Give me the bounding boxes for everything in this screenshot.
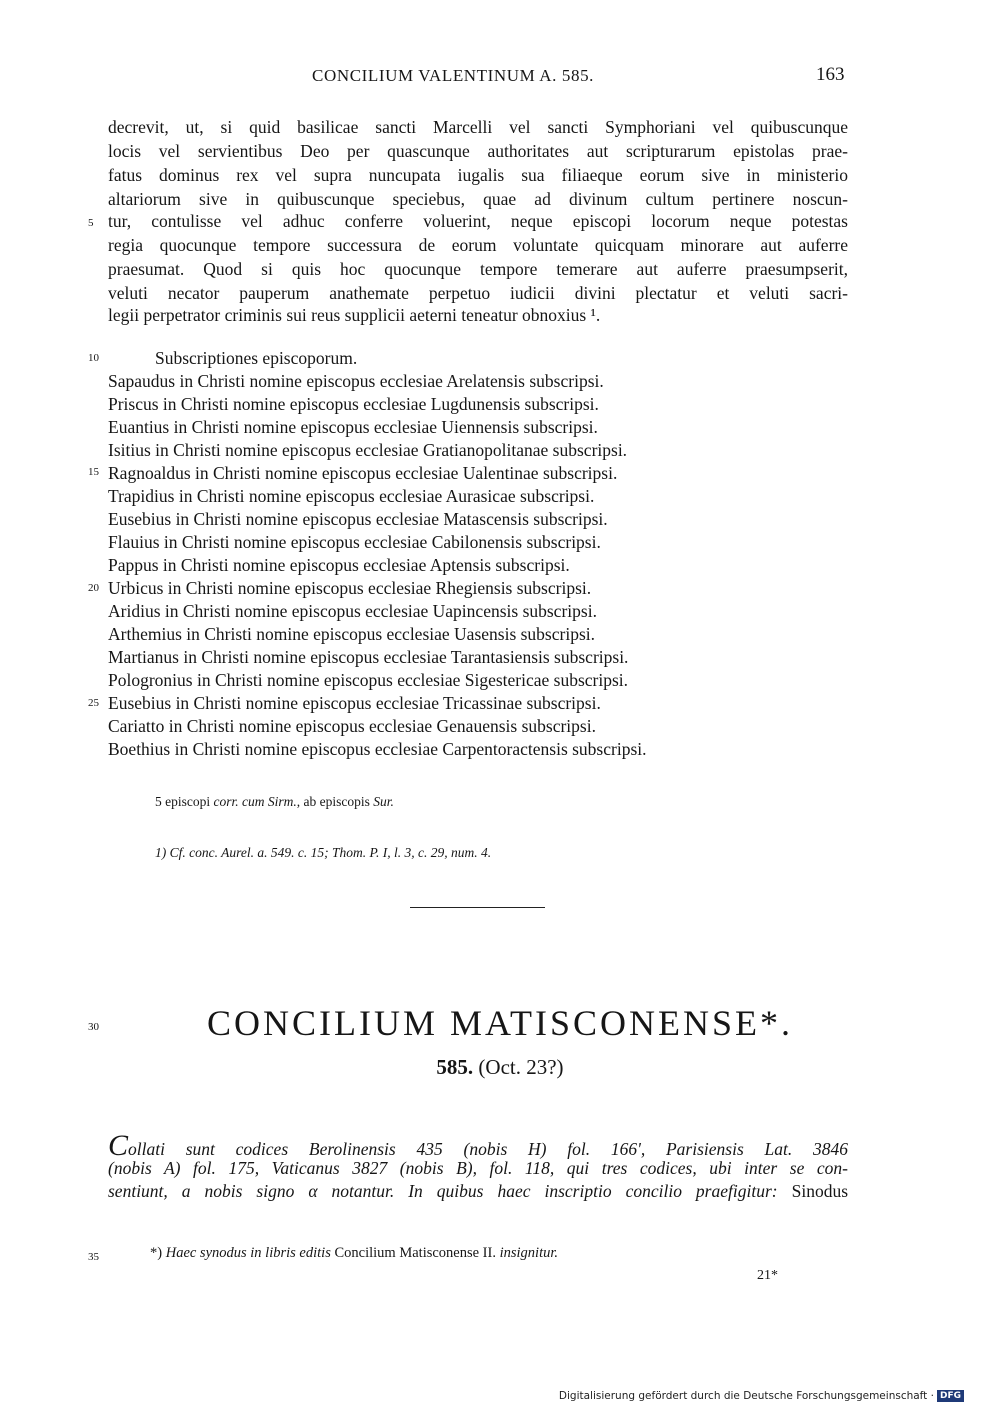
- body-line: altariorum sive in quibuscunque speciebus, quae ad divinum cultum pertinere noscun-: [108, 189, 848, 209]
- footnote-part: *): [150, 1245, 166, 1261]
- council-title: CONCILIUM MATISCONENSE*.: [206, 1003, 794, 1043]
- subscription-line: Trapidius in Christi nomine episcopus ecclesiae Aurasicae subscripsi.: [108, 486, 595, 506]
- variant-note-part: Sur.: [373, 794, 394, 809]
- intro-line: [108, 1181, 848, 1202]
- subscription-line: Cariatto in Christi nomine episcopus ecclesiae Genauensis subscripsi.: [108, 716, 596, 736]
- line-number: 20: [88, 582, 99, 594]
- footnote: [150, 1245, 558, 1262]
- page-header: [0, 66, 1000, 92]
- running-title: CONCILIUM VALENTINUM A. 585.: [312, 66, 595, 85]
- line-number: 5: [88, 217, 94, 229]
- variant-note-part: 5 episcopi: [155, 794, 214, 809]
- subscription-line: Eusebius in Christi nomine episcopus ecclesiae Matascensis subscripsi.: [108, 509, 608, 529]
- digitization-footer: [559, 1390, 964, 1402]
- intro-line: (nobis A) fol. 175, Vaticanus 3827 (nobis B), fol. 118, qui tres codices, ubi inter se con-: [108, 1158, 848, 1178]
- body-line: legii perpetrator criminis sui reus supplicii aeterni teneatur obnoxius ¹.: [108, 305, 601, 325]
- footnote-part: Concilium Matisconense II.: [334, 1245, 500, 1261]
- body-line: veluti necator pauperum anathemate perpetuo iudicii divini plectatur et veluti sacri-: [108, 283, 848, 303]
- subscription-line: Martianus in Christi nomine episcopus ecclesiae Tarantasiensis subscripsi.: [108, 647, 629, 667]
- council-day: (Oct. 23?): [478, 1055, 564, 1079]
- subscriptions-heading: Subscriptiones episcoporum.: [155, 348, 358, 368]
- footer-text: Digitalisierung gefördert durch die Deutsche Forschungsgemeinschaft ·: [558, 1390, 934, 1402]
- intro-text: ollati sunt codices Berolinensis 435 (nobis H) fol. 166', Parisiensis Lat. 3846: [128, 1139, 848, 1159]
- printer-signature: 21*: [757, 1268, 778, 1283]
- section-divider: [410, 907, 545, 908]
- body-line: tur, contulisse vel adhuc conferre voluerint, neque episcopi locorum neque potestas: [108, 211, 848, 231]
- subscription-line: Urbicus in Christi nomine episcopus ecclesiae Rhegiensis subscripsi.: [108, 578, 592, 598]
- dfg-logo: DFG: [937, 1390, 964, 1402]
- council-date: [0, 1055, 1000, 1080]
- body-line: decrevit, ut, si quid basilicae sancti Marcelli vel sancti Symphoriani vel quibuscunque: [108, 117, 848, 137]
- subscription-line: Flauius in Christi nomine episcopus ecclesiae Cabilonensis subscripsi.: [108, 532, 601, 552]
- line-number: 30: [88, 1021, 99, 1033]
- subscription-line: Euantius in Christi nomine episcopus ecclesiae Uiennensis subscripsi.: [108, 417, 598, 437]
- line-number: 15: [88, 466, 99, 478]
- variant-note: [155, 794, 394, 810]
- subscription-line: Sapaudus in Christi nomine episcopus ecclesiae Arelatensis subscripsi.: [108, 371, 604, 391]
- variant-note-part: corr. cum Sirm.: [213, 794, 297, 809]
- intro-text: Sinodus: [791, 1181, 848, 1201]
- body-line: regia quocunque tempore successura de eorum voluntate quicquam minorare aut auferre: [108, 235, 848, 255]
- line-number: 25: [88, 697, 99, 709]
- body-line: fatus dominus rex vel supra nuncupata iugalis sua filiaeque eorum sive in ministerio: [108, 165, 848, 185]
- subscription-line: Aridius in Christi nomine episcopus ecclesiae Uapincensis subscripsi.: [108, 601, 597, 621]
- page-number: 163: [816, 64, 845, 85]
- line-number: 35: [88, 1251, 99, 1263]
- footnote-part: insignitur.: [499, 1245, 559, 1261]
- variant-note-part: , ab episcopis: [296, 794, 374, 809]
- source-note: 1) Cf. conc. Aurel. a. 549. c. 15; Thom. P. I, l. 3, c. 29, num. 4.: [155, 845, 492, 860]
- subscription-line: Pologronius in Christi nomine episcopus ecclesiae Sigestericae subscripsi.: [108, 670, 629, 690]
- subscription-line: Ragnoaldus in Christi nomine episcopus ecclesiae Ualentinae subscripsi.: [108, 463, 618, 483]
- subscription-line: Eusebius in Christi nomine episcopus ecclesiae Tricassinae subscripsi.: [108, 693, 601, 713]
- subscription-line: Priscus in Christi nomine episcopus ecclesiae Lugdunensis subscripsi.: [108, 394, 599, 414]
- line-number: 10: [88, 352, 99, 364]
- dropcap: C: [108, 1129, 129, 1162]
- body-line: locis vel servientibus Deo per quascunque authoritates aut scripturarum epistolas prae-: [108, 141, 848, 161]
- subscription-line: Pappus in Christi nomine episcopus ecclesiae Aptensis subscripsi.: [108, 555, 570, 575]
- subscription-line: Boethius in Christi nomine episcopus ecclesiae Carpentoractensis subscripsi.: [108, 739, 647, 759]
- council-year: 585.: [436, 1055, 474, 1079]
- subscription-line: Arthemius in Christi nomine episcopus ecclesiae Uasensis subscripsi.: [108, 624, 596, 644]
- intro-text: sentiunt, a nobis signo α notantur. In quibus haec inscriptio concilio praefigitur:: [108, 1181, 792, 1201]
- subscription-line: Isitius in Christi nomine episcopus ecclesiae Gratianopolitanae subscripsi.: [108, 440, 628, 460]
- footnote-part: Haec synodus in libris editis: [165, 1245, 335, 1261]
- body-line: praesumat. Quod si quis hoc quocunque tempore temerare aut auferre praesumpserit,: [108, 259, 848, 279]
